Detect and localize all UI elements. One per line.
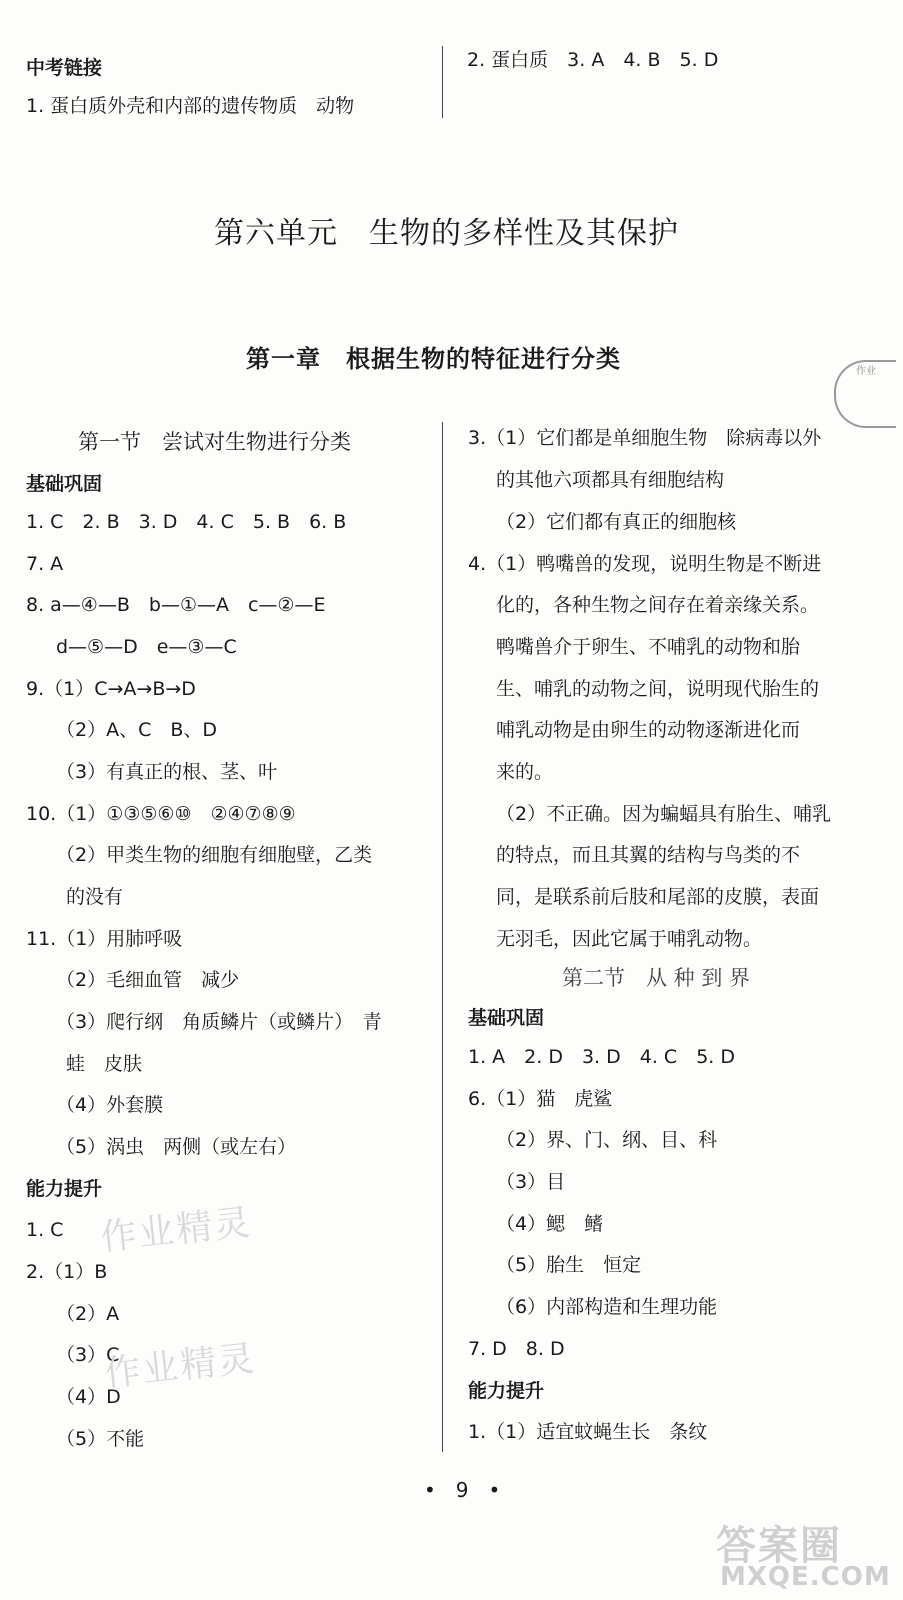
left-answer-line: （3）有真正的根、茎、叶: [56, 761, 278, 783]
left-answer-line: （3）爬行纲 角质鳞片（或鳞片） 青: [56, 1011, 382, 1033]
right-basic-line: （3）目: [496, 1171, 566, 1193]
watermark-2: 作业精灵: [102, 1338, 259, 1395]
column-divider: [442, 422, 443, 1452]
right-basic-line: 6.（1）猫 虎鲨: [468, 1088, 613, 1110]
left-ability-line: （3）C: [56, 1344, 120, 1366]
chapter-title: 第一章 根据生物的特征进行分类: [246, 345, 621, 373]
left-answer-line: （2）A、C B、D: [56, 719, 218, 741]
left-answer-line: d—⑤—D e—③—C: [56, 636, 237, 658]
left-answer-line: （4）外套膜: [56, 1094, 164, 1116]
brand-watermark: [716, 1514, 896, 1594]
left-answer-line: 的没有: [66, 886, 124, 908]
right-answer-line: 哺乳动物是由卵生的动物逐渐进化而: [496, 719, 801, 741]
right-answer-line: （2）不正确。因为蝙蝠具有胎生、哺乳: [496, 803, 832, 825]
right-answer-line: 的其他六项都具有细胞结构: [496, 469, 725, 491]
right-answer-line: 来的。: [496, 761, 554, 783]
left-answer-line: （5）涡虫 两侧（或左右）: [56, 1136, 297, 1158]
right-basic-heading: 基础巩固: [468, 1007, 545, 1029]
zhongkao-heading: 中考链接: [26, 57, 103, 79]
left-answer-line: 8. a—④—B b—①—A c—②—E: [26, 594, 326, 616]
right-answer-line: 3.（1）它们都是单细胞生物 除病毒以外: [468, 427, 822, 449]
left-answer-line: 10.（1）①③⑤⑥⑩ ②④⑦⑧⑨: [26, 803, 296, 825]
watermark-1: 作业精灵: [98, 1202, 255, 1259]
right-basic-line: （4）鳃 鳍: [496, 1213, 604, 1235]
left-ability-line: （4）D: [56, 1386, 121, 1408]
right-answer-line: 鸭嘴兽介于卵生、不哺乳的动物和胎: [496, 636, 801, 658]
unit-title: 第六单元 生物的多样性及其保护: [214, 216, 679, 251]
stamp-mark: 作业: [834, 360, 896, 428]
right-answer-line: 同，是联系前后肢和尾部的皮膜，表面: [496, 886, 820, 908]
right-answer-line: 4.（1）鸭嘴兽的发现，说明生物是不断进: [468, 553, 822, 575]
right-answer-line: 的特点，而且其翼的结构与鸟类的不: [496, 844, 801, 866]
left-answer-line: 1. C 2. B 3. D 4. C 5. B 6. B: [26, 511, 347, 533]
top-right-answers: 2. 蛋白质 3. A 4. B 5. D: [467, 49, 719, 71]
right-basic-line: （5）胎生 恒定: [496, 1254, 642, 1276]
right-answer-line: 生、哺乳的动物之间，说明现代胎生的: [496, 678, 820, 700]
left-ability-heading: 能力提升: [26, 1178, 103, 1200]
right-ability-heading: 能力提升: [468, 1380, 545, 1402]
left-ability-line: 1. C: [26, 1219, 64, 1241]
brand-url: MXQE.COM: [720, 1562, 891, 1592]
left-answer-line: 7. A: [26, 553, 64, 575]
left-answer-line: 蛙 皮肤: [66, 1053, 143, 1075]
right-basic-line: （2）界、门、纲、目、科: [496, 1129, 718, 1151]
zhongkao-item-1: 1. 蛋白质外壳和内部的遗传物质 动物: [26, 95, 355, 117]
left-basic-heading: 基础巩固: [26, 473, 103, 495]
left-ability-line: （5）不能: [56, 1428, 145, 1450]
left-ability-line: 2.（1）B: [26, 1261, 108, 1283]
page-number: • 9 •: [424, 1478, 501, 1502]
right-basic-line: （6）内部构造和生理功能: [496, 1296, 718, 1318]
left-answer-line: 9.（1）C→A→B→D: [26, 678, 196, 700]
right-answer-line: （2）它们都有真正的细胞核: [496, 511, 737, 533]
right-answer-line: 化的，各种生物之间存在着亲缘关系。: [496, 594, 820, 616]
section1-title: 第一节 尝试对生物进行分类: [78, 430, 351, 454]
right-ability-line: 1.（1）适宜蚊蝇生长 条纹: [468, 1421, 708, 1443]
left-answer-line: （2）毛细血管 减少: [56, 969, 240, 991]
left-answer-line: 11.（1）用肺呼吸: [26, 928, 183, 950]
left-ability-line: （2）A: [56, 1303, 120, 1325]
top-column-divider: [442, 46, 443, 118]
right-answer-line: 无羽毛，因此它属于哺乳动物。: [496, 928, 763, 950]
section2-title: 第二节 从 种 到 界: [562, 966, 751, 990]
right-basic-line: 1. A 2. D 3. D 4. C 5. D: [468, 1046, 735, 1068]
right-basic-line: 7. D 8. D: [468, 1338, 565, 1360]
brand-name: 答案圈: [716, 1523, 842, 1569]
left-answer-line: （2）甲类生物的细胞有细胞壁，乙类: [56, 844, 373, 866]
